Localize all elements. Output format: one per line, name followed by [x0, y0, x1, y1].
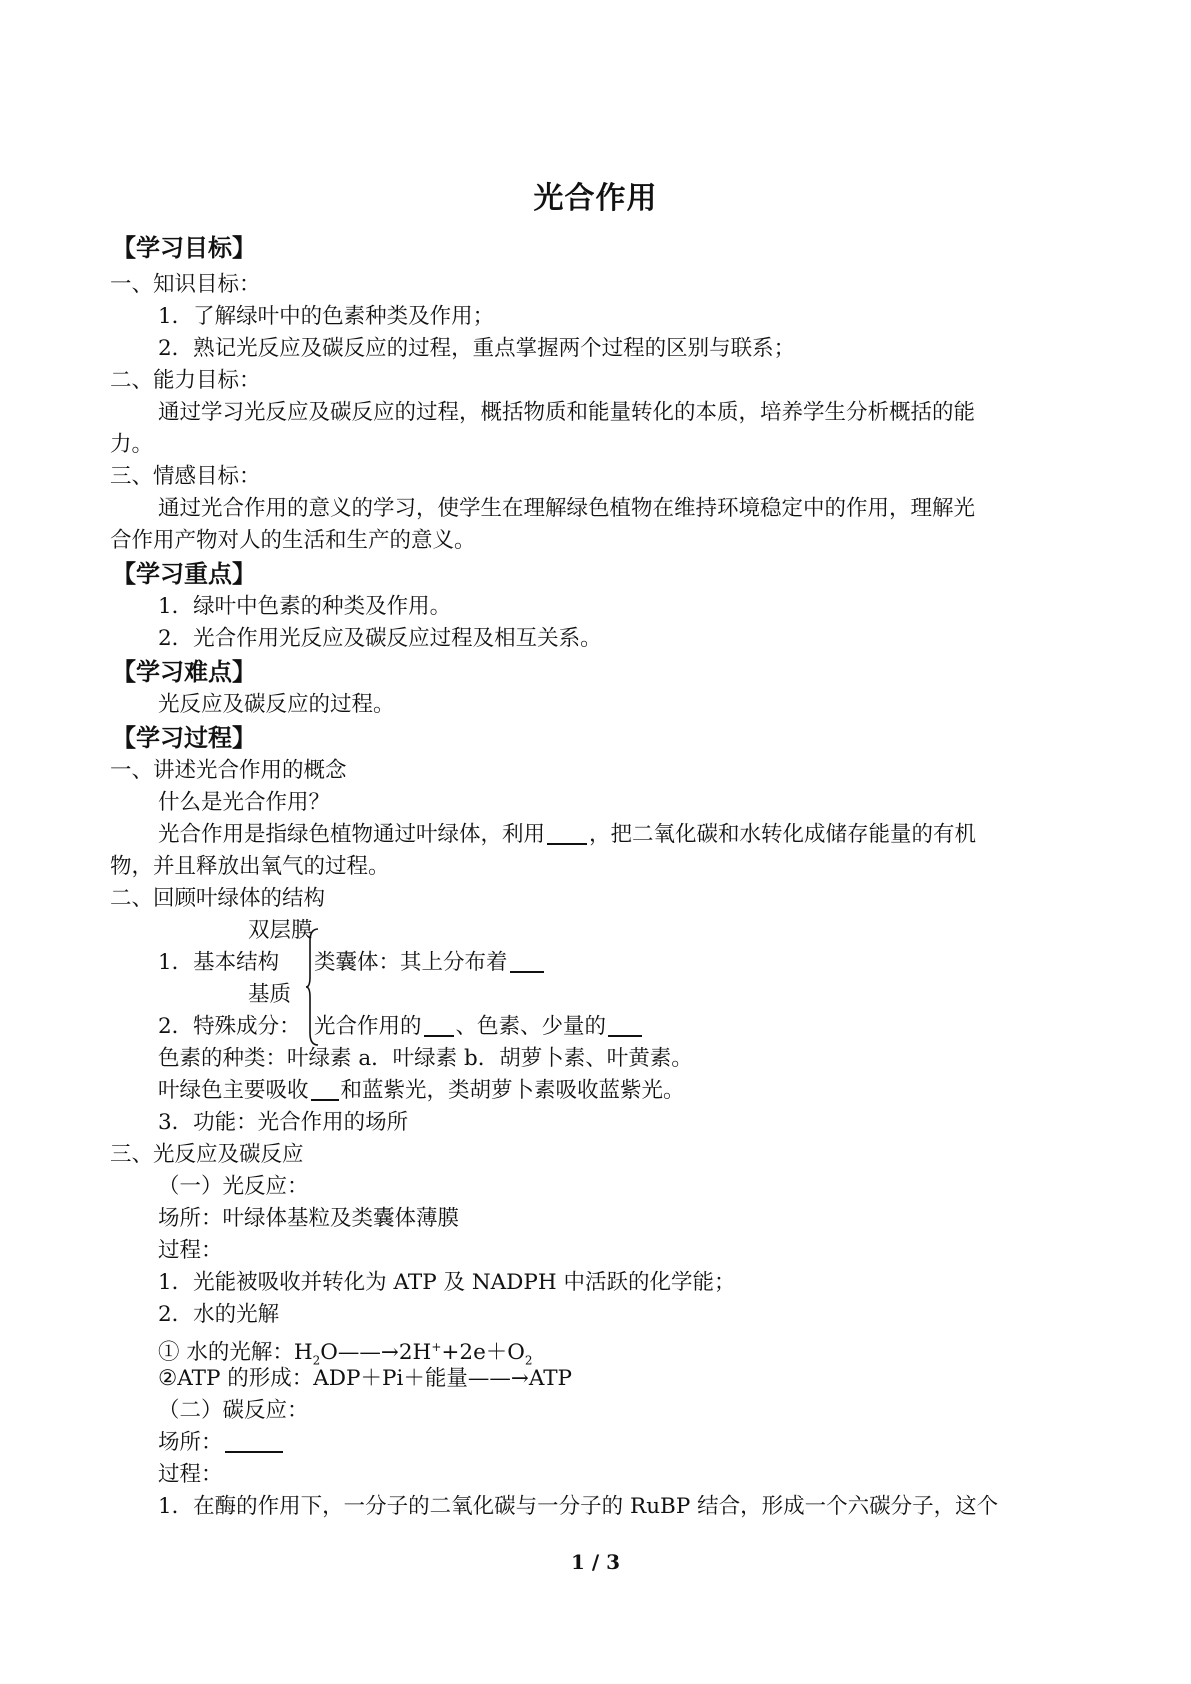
difficulty-1: 光反应及碳反应的过程。: [158, 692, 395, 717]
ability-objective-title: 二、能力目标：: [110, 368, 261, 393]
knowledge-objective-2: 2．熟记光反应及碳反应的过程，重点掌握两个过程的区别与联系；: [158, 336, 796, 361]
section-1-question: 什么是光合作用？: [158, 790, 331, 815]
chloroplast-function: 3．功能：光合作用的场所: [158, 1110, 409, 1135]
special-components-label: 2．特殊成分：: [158, 1014, 301, 1039]
special-text-a: 光合作用的: [314, 1014, 422, 1039]
key-points-heading: 【学习重点】: [112, 560, 256, 588]
light-reaction-step-2: 2．水的光解: [158, 1302, 280, 1327]
light-reaction-step-1: 1．光能被吸收并转化为 ATP 及 NADPH 中活跃的化学能；: [158, 1270, 736, 1295]
fill-blank: [225, 1429, 283, 1453]
emotion-objective-line2: 合作用产物对人的生活和生产的意义。: [110, 528, 476, 553]
page-title: 光合作用: [533, 181, 658, 216]
dark-reaction-title: （二）碳反应：: [158, 1398, 309, 1423]
section-3-title: 三、光反应及碳反应: [110, 1142, 304, 1167]
difficulties-heading: 【学习难点】: [112, 658, 256, 686]
knowledge-objective-1: 1．了解绿叶中的色素种类及作用；: [158, 304, 495, 329]
dark-reaction-site: [158, 1428, 285, 1458]
thylakoid-line: [314, 948, 546, 978]
ability-objective-line1: 通过学习光反应及碳反应的过程，概括物质和能量转化的本质，培养学生分析概括的能: [158, 400, 976, 425]
fill-blank: [510, 949, 544, 973]
pigment-types: 色素的种类：叶绿素 a．叶绿素 b．胡萝卜素、叶黄素。: [158, 1046, 693, 1071]
section-2-title: 二、回顾叶绿体的结构: [110, 886, 326, 911]
equation-part: +2e＋O: [441, 1340, 525, 1366]
page-number: 1 / 3: [570, 1550, 621, 1574]
key-point-2: 2．光合作用光反应及碳反应过程及相互关系。: [158, 626, 602, 651]
emotion-objective-title: 三、情感目标：: [110, 464, 261, 489]
definition-text-b: ，把二氧化碳和水转化成储存能量的有机: [589, 822, 977, 847]
section-1-definition-cont: 物，并且释放出氧气的过程。: [110, 854, 390, 879]
dark-site-text: 场所：: [158, 1430, 223, 1455]
absorb-text-b: 和蓝紫光，类胡萝卜素吸收蓝紫光。: [340, 1078, 685, 1103]
definition-text-a: 光合作用是指绿色植物通过叶绿体，利用: [158, 822, 546, 847]
light-reaction-site: 场所：叶绿体基粒及类囊体薄膜: [158, 1206, 460, 1231]
special-components-line: [314, 1012, 644, 1042]
special-text-b: 、色素、少量的: [455, 1014, 607, 1039]
thylakoid-text: 类囊体：其上分布着: [314, 950, 508, 975]
basic-structure-label: 1．基本结构: [158, 950, 280, 975]
absorb-text-a: 叶绿色主要吸收: [158, 1078, 309, 1103]
dark-reaction-step-1: 1．在酶的作用下，一分子的二氧化碳与一分子的 RuBP 结合，形成一个六碳分子，这个: [158, 1494, 999, 1519]
section-1-definition: [158, 820, 976, 850]
dark-reaction-process-label: 过程：: [158, 1462, 223, 1487]
superscript: +: [431, 1340, 442, 1354]
ability-objective-line2: 力。: [110, 432, 154, 457]
fill-blank: [424, 1013, 454, 1037]
key-point-1: 1．绿叶中色素的种类及作用。: [158, 594, 452, 619]
knowledge-objective-title: 一、知识目标：: [110, 272, 261, 297]
fill-blank: [547, 821, 587, 845]
emotion-objective-line1: 通过光合作用的意义的学习，使学生在理解绿色植物在维持环境稳定中的作用，理解光: [158, 496, 976, 521]
subscript: 2: [524, 1353, 533, 1368]
objectives-heading: 【学习目标】: [112, 234, 256, 262]
equation-part: ① 水的光解：H: [158, 1340, 313, 1366]
process-heading: 【学习过程】: [112, 724, 256, 752]
fill-blank: [311, 1077, 339, 1101]
equation-part: O——→2H: [320, 1340, 432, 1366]
stroma-label: 基质: [248, 982, 292, 1007]
section-1-title: 一、讲述光合作用的概念: [110, 758, 347, 783]
atp-formation-equation: ②ATP 的形成：ADP＋Pi＋能量——→ATP: [158, 1366, 573, 1391]
fill-blank: [608, 1013, 642, 1037]
double-membrane-label: 双层膜: [248, 918, 313, 943]
light-reaction-process-label: 过程：: [158, 1238, 223, 1263]
light-reaction-title: （一）光反应：: [158, 1174, 309, 1199]
subscript: 2: [312, 1353, 321, 1368]
pigment-absorption: [158, 1076, 685, 1106]
